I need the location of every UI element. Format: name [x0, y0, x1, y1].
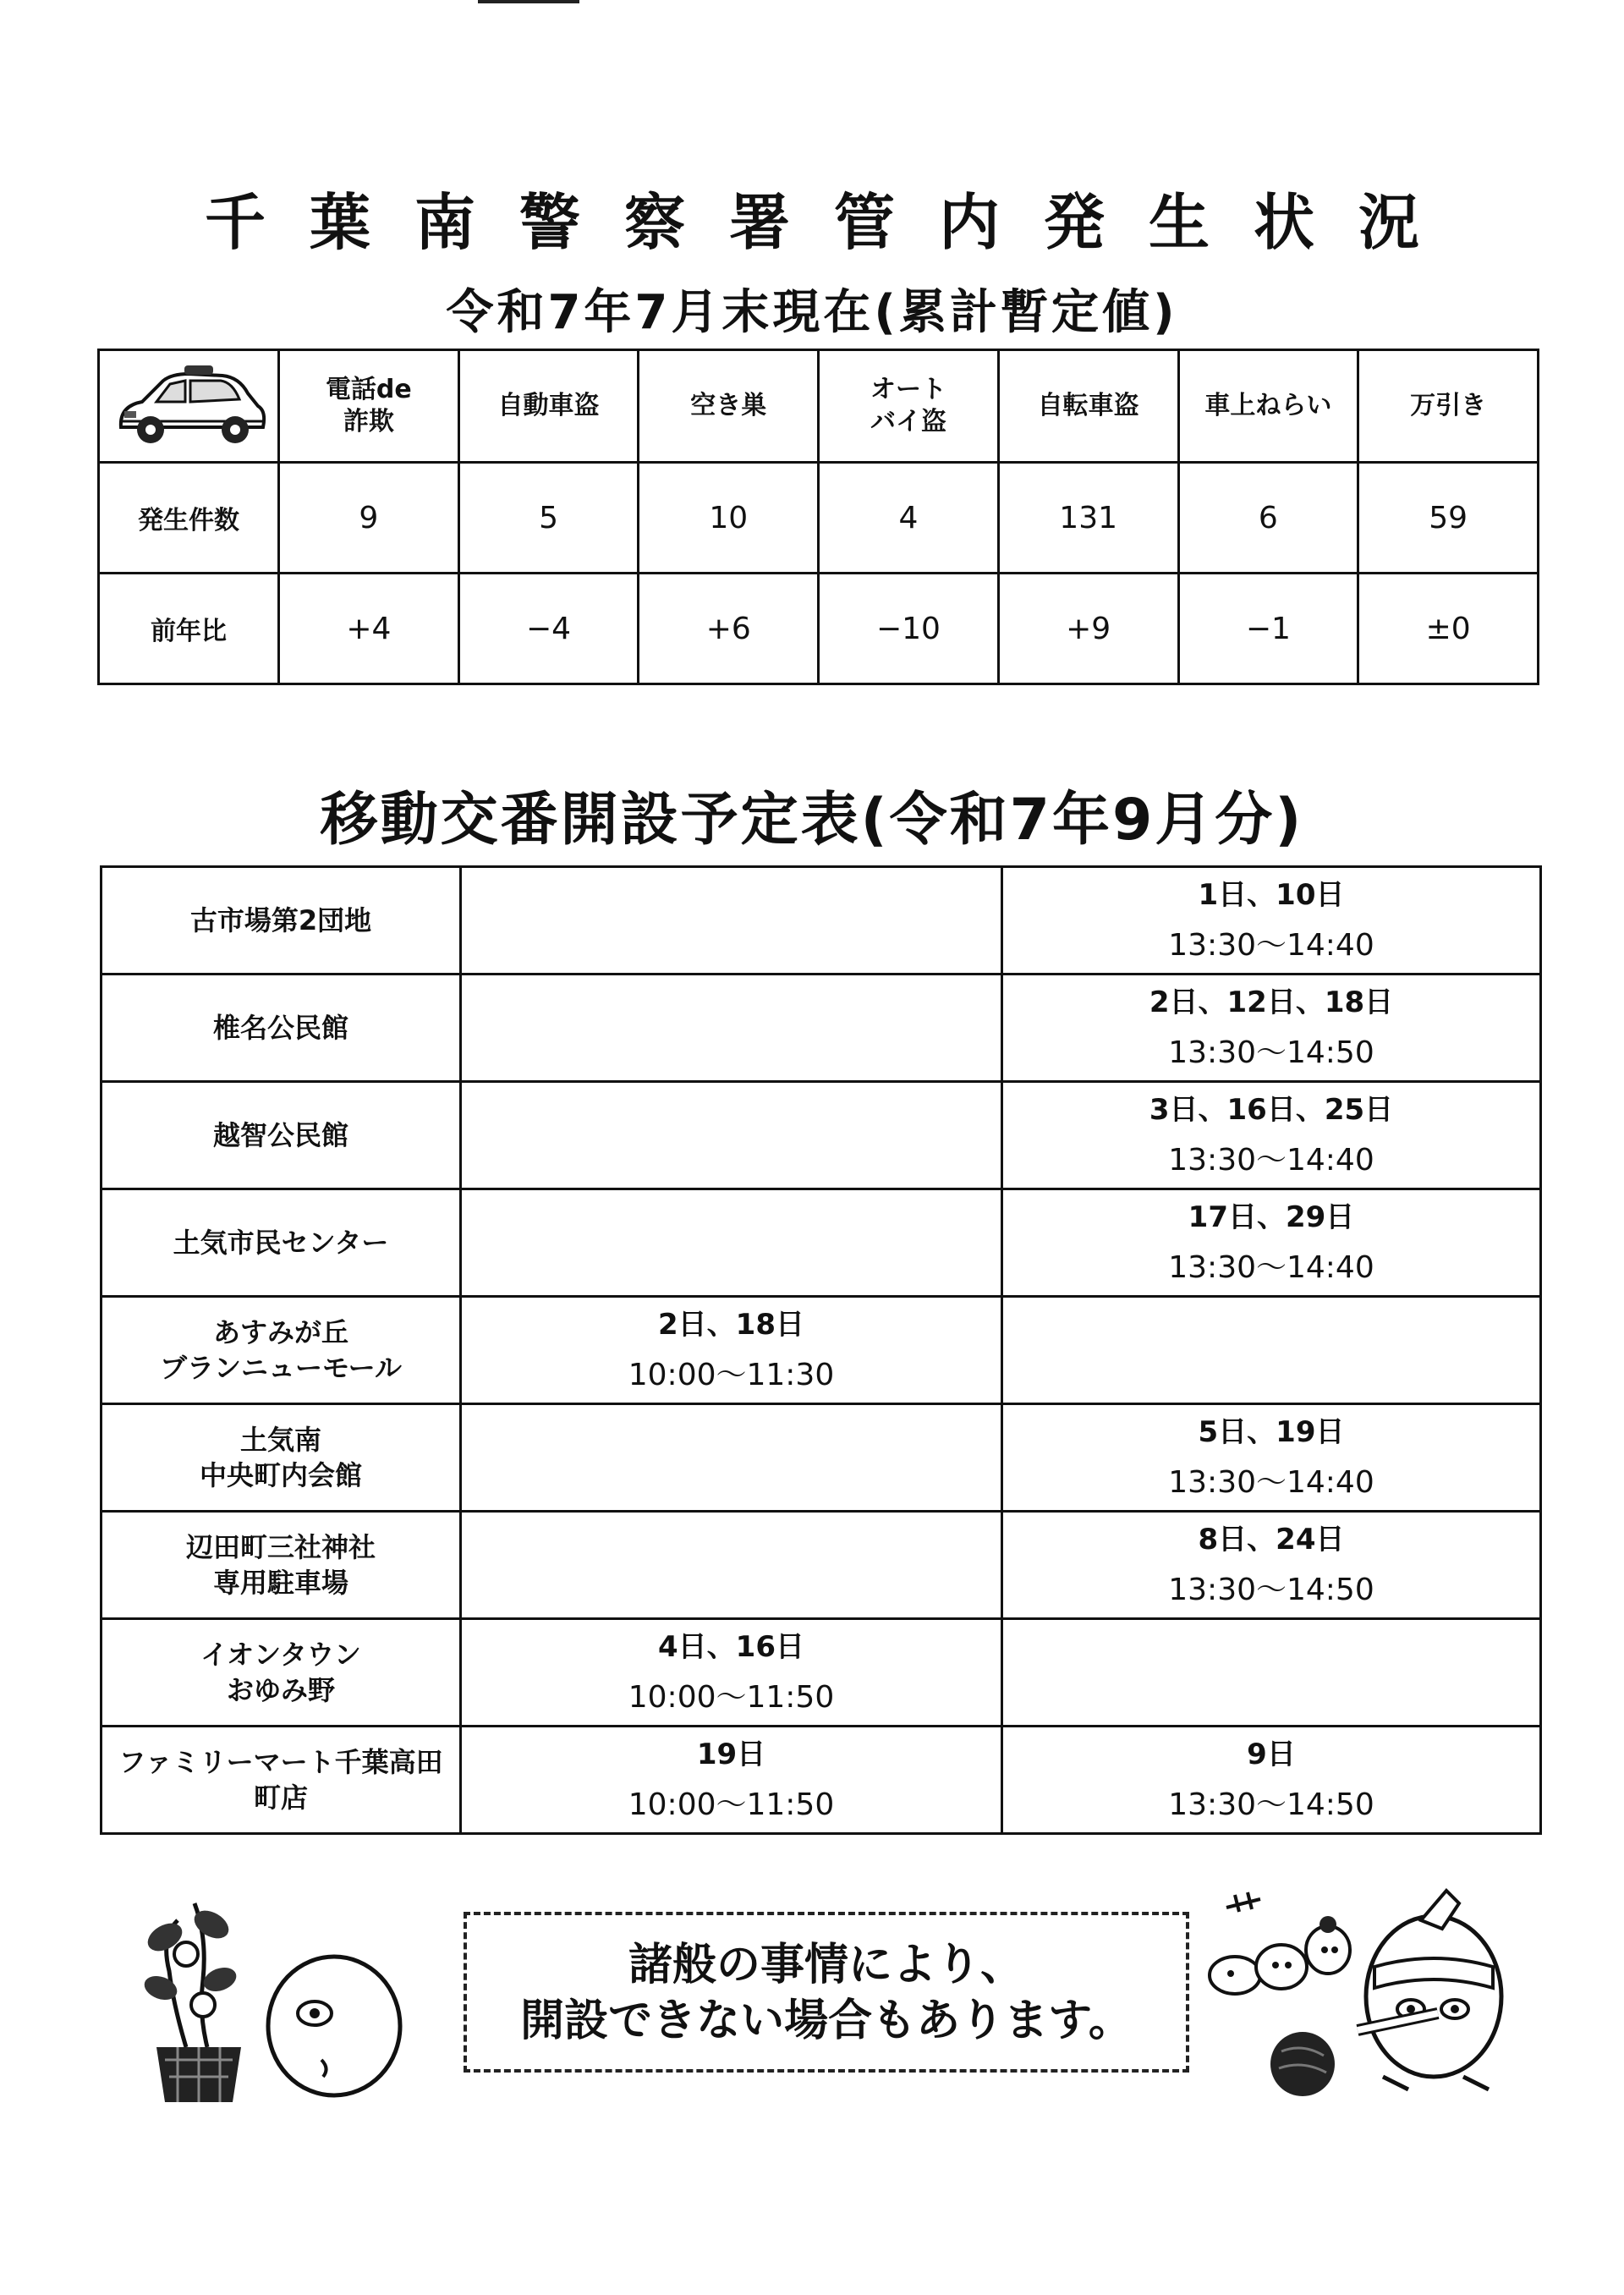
schedule-row: [102, 1512, 1541, 1619]
schedule-row: [102, 1404, 1541, 1512]
stat-value: −10: [819, 574, 999, 684]
schedule-slot-am: [461, 1512, 1002, 1619]
stat-value: 5: [458, 463, 639, 574]
schedule-time: 13:30〜14:50: [1168, 1573, 1374, 1607]
col-car-breakin: 車上ねらい: [1178, 350, 1358, 463]
stat-value: ±0: [1358, 574, 1539, 684]
schedule-time: 13:30〜14:40: [1168, 928, 1374, 963]
schedule-days: 4日、16日: [658, 1630, 804, 1664]
schedule-time: 10:00〜11:50: [628, 1787, 835, 1822]
schedule-slot-am: [461, 1297, 1002, 1404]
schedule-row: [102, 1189, 1541, 1297]
schedule-slot-am: [461, 1727, 1002, 1834]
schedule-slot-pm: [1002, 1082, 1541, 1189]
stat-value: −1: [1178, 574, 1358, 684]
stat-value: 10: [639, 463, 819, 574]
schedule-slot-am: [461, 1619, 1002, 1727]
notice-line: 諸般の事情により、: [628, 1940, 1024, 1990]
schedule-location: 椎名公民館: [102, 975, 461, 1082]
schedule-days: 3日、16日、25日: [1149, 1093, 1394, 1127]
schedule-days: 2日、12日、18日: [1149, 986, 1394, 1019]
schedule-location: イオンタウン おゆみ野: [102, 1619, 461, 1727]
schedule-slot-am: [461, 1082, 1002, 1189]
col-car-theft: 自動車盗: [458, 350, 639, 463]
schedule-time: 10:00〜11:30: [628, 1358, 835, 1392]
col-phone-fraud: 電話de 詐欺: [279, 350, 459, 463]
schedule-title: 移動交番開設予定表(令和7年9月分): [320, 787, 1304, 854]
schedule-row: [102, 1727, 1541, 1834]
schedule-row: [102, 975, 1541, 1082]
schedule-row: [102, 867, 1541, 975]
stat-value: +9: [998, 574, 1178, 684]
schedule-row: [102, 1082, 1541, 1189]
schedule-location: ファミリーマート千葉高田 町店: [102, 1727, 461, 1834]
stat-value: 59: [1358, 463, 1539, 574]
stats-header-row: [99, 350, 1539, 463]
schedule-days: 19日: [696, 1738, 766, 1771]
schedule-slot-pm: [1002, 867, 1541, 975]
stats-row-count: [99, 463, 1539, 574]
schedule-slot-pm: [1002, 1727, 1541, 1834]
schedule-location: 辺田町三社神社 専用駐車場: [102, 1512, 461, 1619]
schedule-row: [102, 1619, 1541, 1727]
schedule-days: 1日、10日: [1198, 878, 1345, 912]
schedule-days: 9日: [1247, 1738, 1296, 1771]
schedule-slot-am: [461, 867, 1002, 975]
page-title: 千葉南警察署管内発生状況: [204, 187, 1463, 258]
schedule-location: あすみが丘 ブランニューモール: [102, 1297, 461, 1404]
notice-box: [464, 1912, 1189, 2073]
top-mark: [478, 0, 579, 3]
schedule-slot-am: [461, 1404, 1002, 1512]
stat-value: −4: [458, 574, 639, 684]
schedule-location: 土気市民センター: [102, 1189, 461, 1297]
page-subtitle: 令和7年7月末現在(累計暫定値): [446, 285, 1178, 340]
schedule-slot-pm: [1002, 1404, 1541, 1512]
schedule-time: 13:30〜14:50: [1168, 1035, 1374, 1070]
stat-value: 131: [998, 463, 1178, 574]
schedule-location: 越智公民館: [102, 1082, 461, 1189]
schedule-slot-pm: [1002, 1297, 1541, 1404]
col-motorcycle-theft: オート バイ盗: [819, 350, 999, 463]
schedule-time: 13:30〜14:50: [1168, 1787, 1374, 1822]
schedule-slot-pm: [1002, 1189, 1541, 1297]
stat-value: 9: [279, 463, 459, 574]
police-car-icon: [104, 355, 273, 457]
schedule-slot-pm: [1002, 1512, 1541, 1619]
schedule-slot-pm: [1002, 1619, 1541, 1727]
schedule-days: 8日、24日: [1198, 1523, 1345, 1557]
schedule-days: 5日、19日: [1198, 1415, 1345, 1449]
stat-value: +4: [279, 574, 459, 684]
car-illustration-cell: [99, 350, 279, 463]
col-bicycle-theft: 自転車盗: [998, 350, 1178, 463]
schedule-location: 土気南 中央町内会館: [102, 1404, 461, 1512]
schedule-days: 2日、18日: [658, 1308, 804, 1342]
schedule-slot-pm: [1002, 975, 1541, 1082]
schedule-slot-am: [461, 975, 1002, 1082]
schedule-days: 17日、29日: [1188, 1200, 1355, 1234]
schedule-row: [102, 1297, 1541, 1404]
police-characters-illustration: [1201, 1882, 1522, 2102]
stat-value: 6: [1178, 463, 1358, 574]
schedule-time: 10:00〜11:50: [628, 1680, 835, 1715]
stats-row-yoy: [99, 574, 1539, 684]
row-label: 発生件数: [99, 463, 279, 574]
schedule-time: 13:30〜14:40: [1168, 1250, 1374, 1285]
col-shoplifting: 万引き: [1358, 350, 1539, 463]
stat-value: +6: [639, 574, 819, 684]
schedule-location: 古市場第2団地: [102, 867, 461, 975]
flower-character-illustration: [127, 1886, 423, 2106]
crime-stats-table: [97, 349, 1539, 685]
schedule-time: 13:30〜14:40: [1168, 1143, 1374, 1178]
schedule-table: [100, 865, 1542, 1835]
schedule-time: 13:30〜14:40: [1168, 1465, 1374, 1500]
notice-line: 開設できない場合もあります。: [520, 1996, 1133, 2046]
row-label: 前年比: [99, 574, 279, 684]
col-burglary: 空き巣: [639, 350, 819, 463]
stat-value: 4: [819, 463, 999, 574]
schedule-slot-am: [461, 1189, 1002, 1297]
